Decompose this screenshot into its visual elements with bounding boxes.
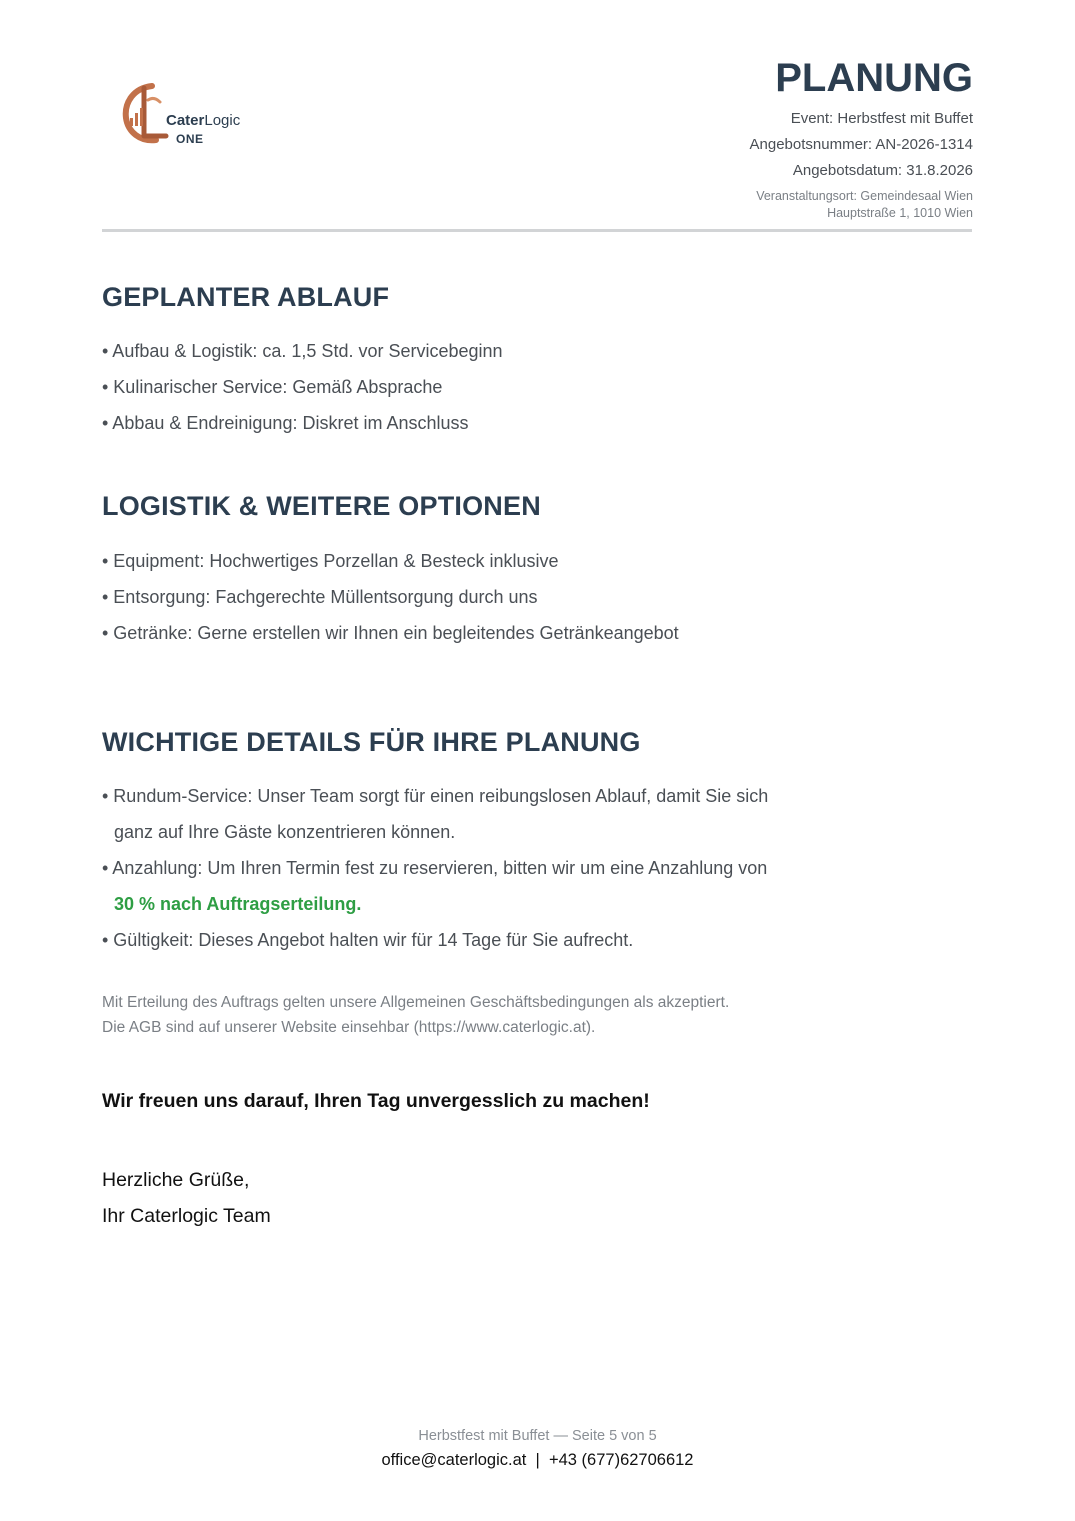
terms-note <box>102 990 729 1040</box>
list-item-validity: • Gültigkeit: Dieses Angebot halten wir für 14 Tage für Sie aufrecht. <box>102 930 634 950</box>
header-divider <box>102 229 972 232</box>
venue-name: Veranstaltungsort: Gemeindesaal Wien <box>756 189 973 203</box>
list-item-service-continued: ganz auf Ihre Gäste konzentrieren können. <box>114 822 456 842</box>
terms-line: Mit Erteilung des Auftrags gelten unsere Allgemeinen Geschäftsbedingungen als akzeptiert. <box>102 994 730 1011</box>
logistik-list <box>102 543 882 651</box>
footer-contact: office@caterlogic.at | +43 (677)62706612 <box>381 1451 694 1469</box>
list-item: • Kulinarischer Service: Gemäß Absprache <box>102 377 443 397</box>
event-name: Event: Herbstfest mit Buffet <box>790 110 973 127</box>
list-item-deposit: • Anzahlung: Um Ihren Termin fest zu reservieren, bitten wir um eine Anzahlung von <box>102 858 768 878</box>
list-item: • Entsorgung: Fachgerechte Müllentsorgung durch uns <box>102 587 538 607</box>
document-header <box>750 56 973 222</box>
deposit-highlight: 30 % nach Auftragserteilung. <box>114 894 362 914</box>
logo-subtitle: ONE <box>176 132 204 146</box>
list-item: • Getränke: Gerne erstellen wir Ihnen ein begleitendes Getränkeangebot <box>102 623 679 643</box>
logo-wordmark: CaterLogic <box>166 112 241 129</box>
signature-line: Ihr Caterlogic Team <box>102 1205 271 1227</box>
list-item: • Aufbau & Logistik: ca. 1,5 Std. vor Servicebeginn <box>102 341 503 361</box>
section-title-details: WICHTIGE DETAILS FÜR IHRE PLANUNG <box>102 727 641 757</box>
document-title: PLANUNG <box>775 56 973 100</box>
section-title-logistik: LOGISTIK & WEITERE OPTIONEN <box>102 491 541 521</box>
footer-page-info: Herbstfest mit Buffet — Seite 5 von 5 <box>418 1428 657 1444</box>
greeting-line: Herzliche Grüße, <box>102 1169 250 1191</box>
venue-address: Hauptstraße 1, 1010 Wien <box>827 206 973 220</box>
closing-statement: Wir freuen uns darauf, Ihren Tag unvergesslich zu machen! <box>102 1090 650 1112</box>
ablauf-list <box>102 333 882 441</box>
offer-number: Angebotsnummer: AN-2026-1314 <box>749 136 973 153</box>
greeting <box>102 1162 271 1234</box>
offer-date: Angebotsdatum: 31.8.2026 <box>792 162 973 179</box>
list-item: • Equipment: Hochwertiges Porzellan & Besteck inklusive <box>102 551 559 571</box>
caterlogic-logo <box>122 78 262 154</box>
list-item-service: • Rundum-Service: Unser Team sorgt für einen reibungslosen Ablauf, damit Sie sich <box>102 786 769 806</box>
list-item: • Abbau & Endreinigung: Diskret im Anschluss <box>102 413 469 433</box>
section-title-ablauf: GEPLANTER ABLAUF <box>102 282 390 312</box>
details-list <box>102 778 882 958</box>
terms-line: Die AGB sind auf unserer Website einsehbar (https://www.caterlogic.at). <box>102 1019 596 1036</box>
